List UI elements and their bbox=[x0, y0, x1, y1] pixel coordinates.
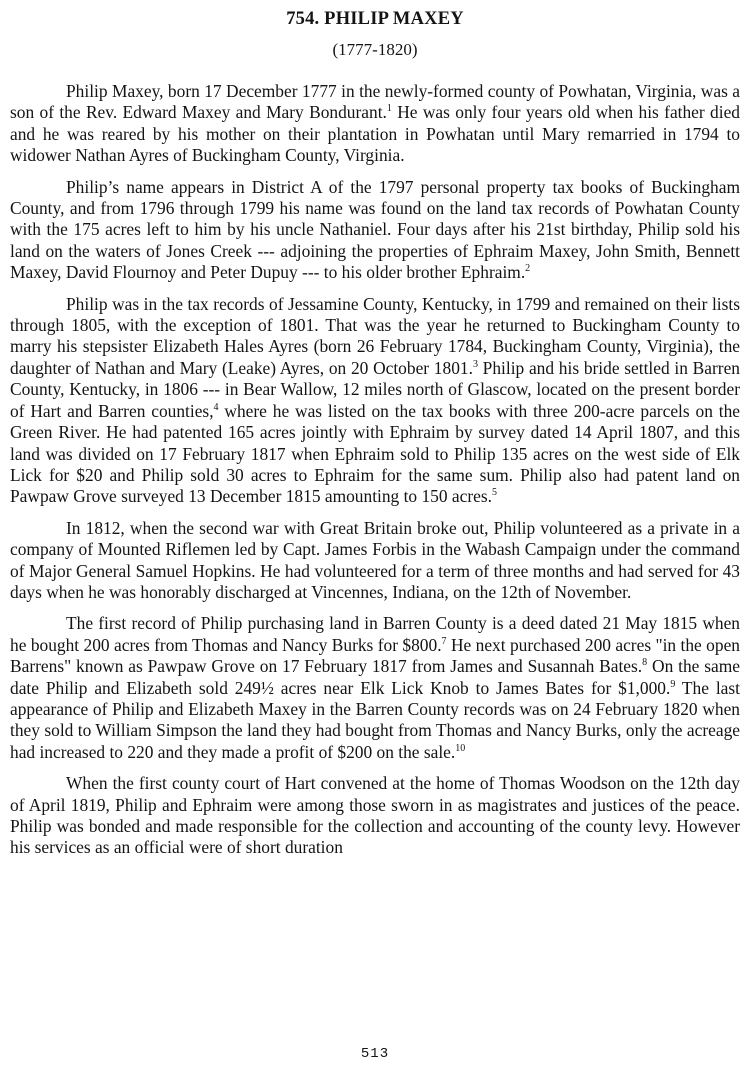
footnote-marker: 10 bbox=[455, 742, 466, 754]
footnote-marker: 7 bbox=[441, 635, 447, 647]
paragraph-text: When the first county court of Hart convened at the home of Thomas Woodson on the 12th day of April 1819, Philip and Ephraim were among those sworn in as magistrates and justices of the peace. Philip was bonded and made responsible for the collection and accounting of the county levy. However his services as an official were of short duration bbox=[10, 773, 740, 858]
footnote-marker: 8 bbox=[642, 657, 648, 669]
paragraph-text: In 1812, when the second war with Great Britain broke out, Philip volunteered as a private in a company of Mounted Riflemen led by Capt. James Forbis in the Wabash Campaign under the command of Major General Samuel Hopkins. He had volunteered for a term of three months and had served for 43 days when he was honorably discharged at Vincennes, Indiana, on the 12th of November. bbox=[10, 517, 740, 602]
body-paragraph bbox=[10, 613, 740, 763]
body-paragraph bbox=[10, 81, 740, 167]
paragraph-text: The last appearance of Philip and Elizabeth Maxey in the Barren County records was on 24 February 1820 when they sold to William Simpson the land they had bought from Thomas and Nancy Burks, only the acreage had increased to 220 and they made a profit of $200 on the sale. bbox=[10, 677, 740, 762]
footnote-marker: 9 bbox=[670, 678, 676, 690]
footnote-marker: 2 bbox=[525, 263, 531, 275]
footnote-marker: 3 bbox=[472, 359, 478, 371]
footnote-marker: 5 bbox=[491, 487, 497, 499]
paragraph-text: where he was listed on the tax books with three 200-acre parcels on the Green River. He had patented 165 acres jointly with Ephraim by survey dated 14 April 1807, and this land was divided on 17 February 1817 when Ephraim sold to Philip 135 acres on the west side of Elk Lick for $20 and Philip sold 30 acres to Ephraim for the same sum. Philip also had patent land on Pawpaw Grove surveyed 13 December 1815 amounting to 150 acres. bbox=[10, 400, 740, 507]
paragraph-text: Philip was in the tax records of Jessamine County, Kentucky, in 1799 and remained on their lists through 1805, with the exception of 1801. That was the year he returned to Buckingham County to marry his stepsister Elizabeth Hales Ayres (born 26 February 1784, Buckingham County, Virginia), the daughter of Nathan and Mary (Leake) Ayres, on 20 October 1801. bbox=[10, 293, 740, 378]
footnote-marker: 1 bbox=[386, 103, 392, 115]
paragraph-text: Philip and his bride settled in Barren County, Kentucky, in 1806 --- in Bear Wallow, 12 miles north of Glascow, located on the present border of Hart and Barren counties, bbox=[10, 357, 740, 421]
life-dates: (1777-1820) bbox=[332, 40, 418, 59]
body-paragraph bbox=[10, 177, 740, 284]
paragraph-text: He next purchased 200 acres "in the open Barrens" known as Pawpaw Grove on 17 February 1817 from James and Susannah Bates. bbox=[10, 634, 740, 677]
footnote-marker: 4 bbox=[213, 401, 219, 413]
paragraph-text: Philip Maxey, born 17 December 1777 in the newly-formed county of Powhatan, Virginia, was a son of the Rev. Edward Maxey and Mary Bondurant. bbox=[10, 81, 740, 123]
body-paragraph bbox=[10, 773, 740, 859]
paragraph-text: Philip’s name appears in District A of the 1797 personal property tax books of Buckingham County, and from 1796 through 1799 his name was found on the land tax records of Powhatan County with the 175 acres left to him by his uncle Nathaniel. Four days after his 21st birthday, Philip sold his land on the waters of Jones Creek --- adjoining the properties of Ephraim Maxey, John Smith, Bennett Maxey, David Flournoy and Peter Dupuy --- to his older brother Ephraim. bbox=[10, 176, 740, 283]
body-paragraph bbox=[10, 294, 740, 508]
document-page bbox=[10, 8, 740, 869]
body-text bbox=[10, 81, 740, 859]
paragraph-text: On the same date Philip and Elizabeth sold 249½ acres near Elk Lick Knob to James Bates for $1,000. bbox=[10, 656, 740, 698]
body-paragraph bbox=[10, 518, 740, 604]
paragraph-text: He was only four years old when his father died and he was reared by his mother on their plantation in Powhatan until Mary remarried in 1794 to widower Nathan Ayres of Buckingham County, Virginia. bbox=[10, 102, 740, 166]
paragraph-text: The first record of Philip purchasing land in Barren County is a deed dated 21 May 1815 when he bought 200 acres from Thomas and Nancy Burks for $800. bbox=[10, 613, 740, 655]
page-title: 754. PHILIP MAXEY bbox=[286, 9, 464, 29]
page-number: 513 bbox=[360, 1046, 390, 1062]
